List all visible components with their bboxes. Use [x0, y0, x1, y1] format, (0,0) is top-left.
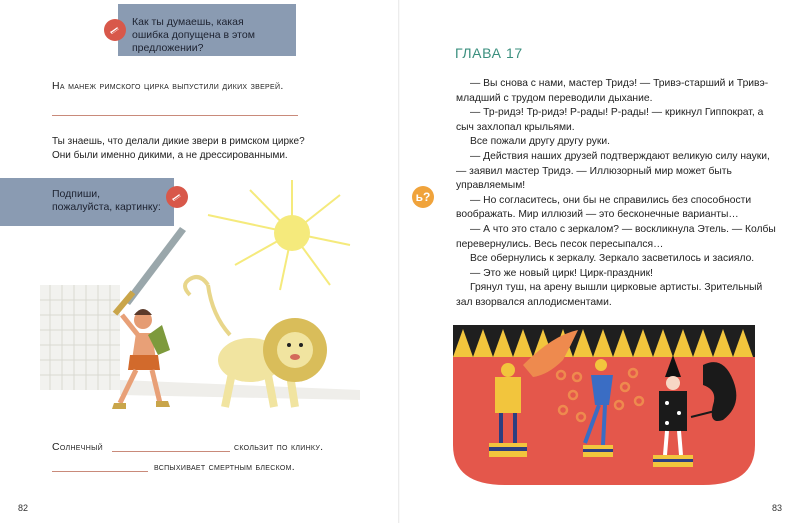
paragraph: — Действия наших друзей подтверждают великую силу науки, — заявил мастер Тридэ. — Иллюзорный мир может быть управляемым!: [456, 150, 770, 192]
paragraph: Грянул туш, на арену вышли цирковые артисты. Зрительный зал взорвался аплодисментами.: [456, 282, 763, 308]
answer-line[interactable]: [52, 115, 298, 116]
fill-end-1: скользит по клинку.: [234, 441, 324, 453]
sun-icon: [208, 180, 350, 290]
question-text: Как ты думаешь, какая ошибка допущена в этом предложении?: [132, 16, 255, 54]
caption-text: Подпиши, пожалуйста, картинку:: [52, 188, 161, 213]
story-text: [456, 77, 778, 311]
fill-start-1: Солнечный: [52, 441, 103, 453]
paragraph: — Вы снова с нами, мастер Тридэ! — Тривэ-старший и Тривэ-младший с трудом переводили дыхание.: [456, 78, 769, 104]
paragraph: Все пожали другу другу руки.: [470, 136, 610, 148]
fill-blank-2[interactable]: [52, 471, 148, 472]
question-badge: [104, 19, 126, 41]
paragraph: — Но согласитесь, они бы не справились без способности воображать. Мир иллюзий — это бесконечные варианты…: [456, 194, 752, 221]
paragraph: — А что это стало с зеркалом? — воскликнула Этель. — Колбы перевернулись. Весь песок пересыпался…: [456, 223, 776, 250]
circus-illustration: [453, 325, 755, 485]
fill-blank-1[interactable]: [112, 451, 230, 452]
page-number-right: 83: [772, 503, 783, 513]
chapter-title: ГЛАВА 17: [455, 45, 523, 61]
error-sentence: На манеж римского цирка выпустили диких зверей.: [52, 80, 284, 92]
pencil-icon: [108, 23, 122, 37]
fill-end-2: вспыхивает смертным блеском.: [154, 461, 295, 473]
page-number-left: 82: [18, 503, 29, 513]
explanation-line-1: Ты знаешь, что делали дикие звери в римском цирке?: [52, 136, 305, 147]
paragraph: Все обернулись к зеркалу. Зеркало засветилось и засияло.: [470, 253, 755, 265]
explanation-line-2: Они были именно дикими, а не дрессированными.: [52, 150, 288, 161]
gladiator-lion-illustration: [40, 175, 360, 425]
paragraph: — Это же новый цирк! Цирк-праздник!: [470, 267, 653, 279]
paragraph: — Тр-ридэ! Тр-ридэ! Р-рады! Р-рады! — крикнул Гиппократ, а сыч захлопал крыльями.: [456, 107, 764, 133]
question-bubble-icon: ь?: [412, 186, 434, 208]
